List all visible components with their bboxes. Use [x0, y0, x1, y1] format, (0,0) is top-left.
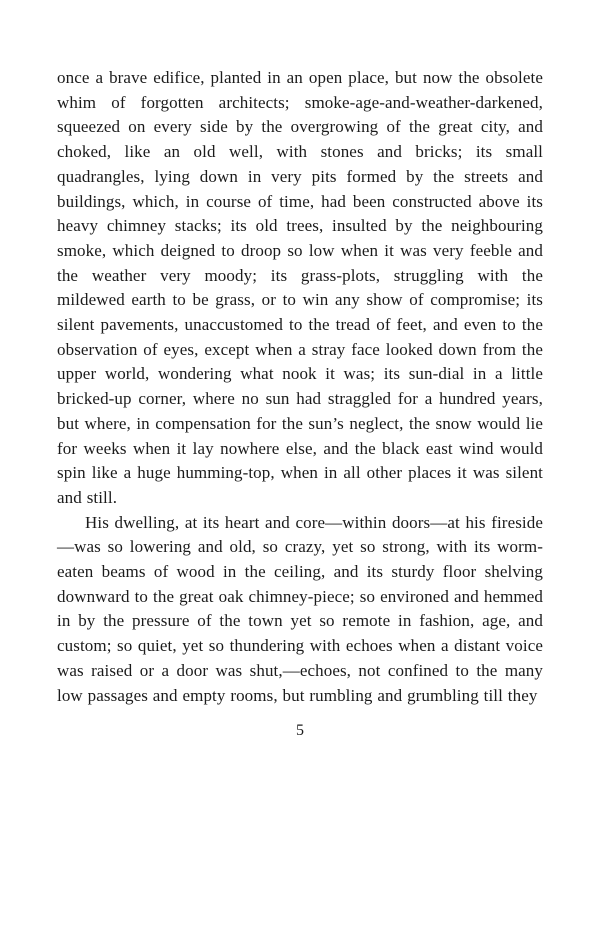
- paragraph: once a brave edifice, planted in an open place, but now the obsolete whim of forgotten architects; smoke-age-and-weather-darkened, squeezed on every side by the overgrowing of the great city, and choked, like an old well, with stones and bricks; its small quadrangles, lying down in very pits formed by the streets and buildings, which, in course of time, had been constructed above its heavy chimney stacks; its old trees, insulted by the neighbouring smoke, which deigned to droop so low when it was very feeble and the weather very moody; its grass-plots, struggling with the mildewed earth to be grass, or to win any show of compromise; its silent pavements, unaccustomed to the tread of feet, and even to the observation of eyes, except when a stray face looked down from the upper world, wondering what nook it was; its sun-dial in a little bricked-up corner, where no sun had straggled for a hundred years, but where, in compensation for the sun’s neglect, the snow would lie for weeks when it lay nowhere else, and the black east wind would spin like a huge humming-top, when in all other places it was silent and still.: [57, 68, 543, 507]
- page-text-block: [57, 66, 543, 708]
- page-number: 5: [296, 722, 304, 740]
- paragraph: His dwelling, at its heart and core—within doors—at his fireside—was so lowering and old, so crazy, yet so strong, with its worm-eaten beams of wood in the ceiling, and its sturdy floor shelving downward to the great oak chimney-piece; so environed and hemmed in by the pressure of the town yet so remote in fashion, age, and custom; so quiet, yet so thundering with echoes when a distant voice was raised or a door was shut,—echoes, not confined to the many low passages and empty rooms, but rumbling and grumbling till they: [57, 512, 543, 705]
